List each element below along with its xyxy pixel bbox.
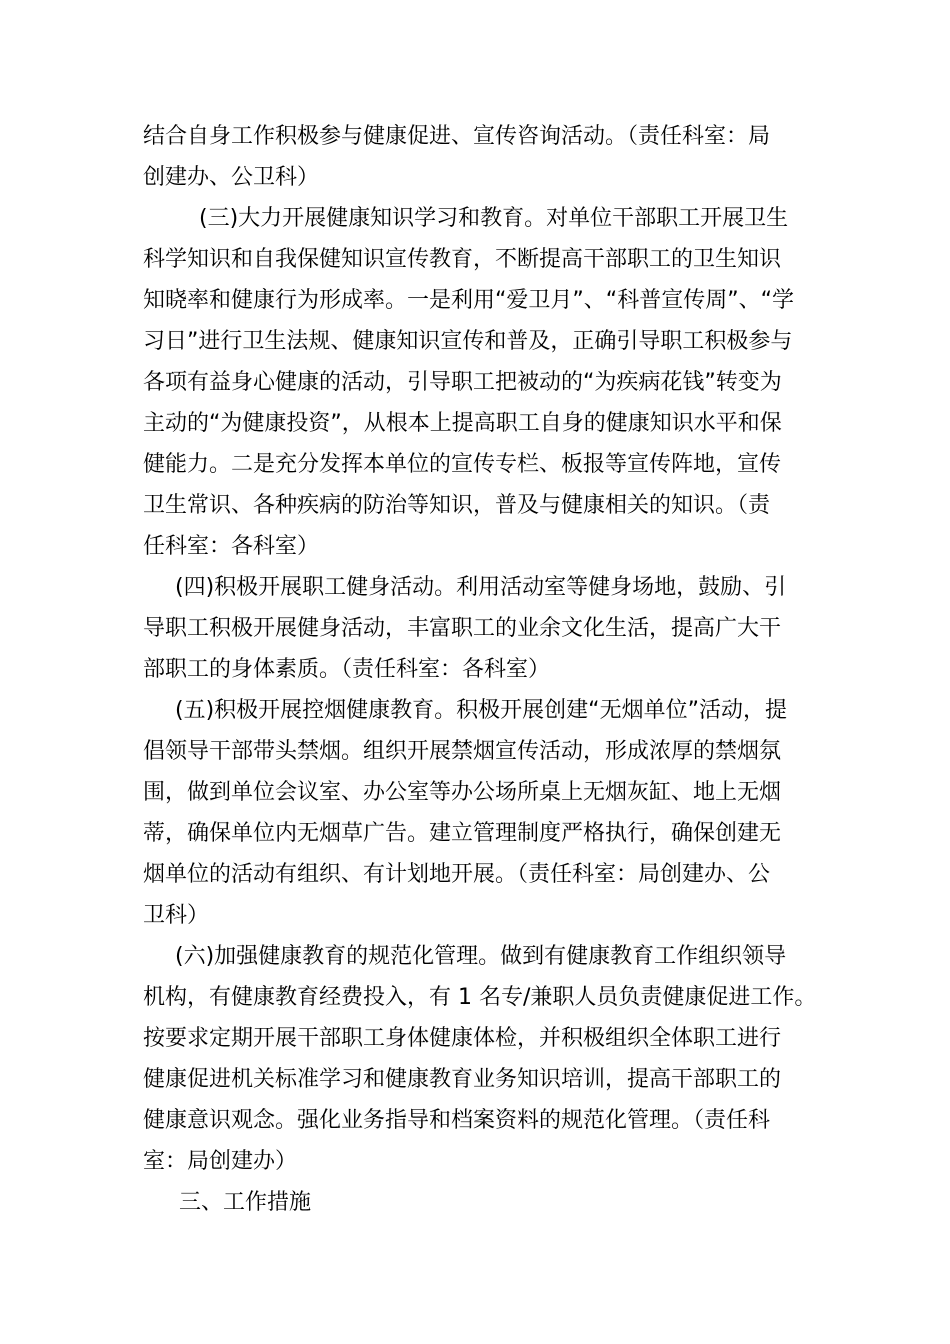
text-line: 健康促进机关标准学习和健康教育业务知识培训，提高干部职工的 [143,1067,782,1092]
text-line: 知晓率和健康行为形成率。一是利用“爱卫月”、“科普宣传周”、“学 [143,288,794,313]
text-line: 创建办、公卫科） [143,165,320,190]
text-line: 倡领导干部带头禁烟。组织开展禁烟宣传活动，形成浓厚的禁烟氛 [143,739,782,764]
text-line: 主动的“为健康投资”，从根本上提高职工自身的健康知识水平和保 [143,411,782,436]
text-line: 健能力。二是充分发挥本单位的宣传专栏、板报等宣传阵地，宣传 [143,452,782,477]
section-6-heading-line: (六)加强健康教育的规范化管理。做到有健康教育工作组织领导 [175,944,787,969]
text-line: 卫科） [143,903,210,928]
text-line: 围，做到单位会议室、办公室等办公场所桌上无烟灰缸、地上无烟 [143,780,782,805]
text-line: 各项有益身心健康的活动，引导职工把被动的“为疾病花钱”转变为 [143,370,782,395]
text-line: 蒂，确保单位内无烟草广告。建立管理制度严格执行，确保创建无 [143,821,782,846]
section-4-heading-line: (四)积极开展职工健身活动。利用活动室等健身场地，鼓励、引 [175,575,787,600]
section-3-heading-line: (三)大力开展健康知识学习和教育。对单位干部职工开展卫生 [199,206,789,231]
text-line: 习日”进行卫生法规、健康知识宣传和普及，正确引导职工积极参与 [143,329,793,354]
text-line: 导职工积极开展健身活动，丰富职工的业余文化生活，提高广大干 [143,616,782,641]
text-line: 按要求定期开展干部职工身体健康体检，并积极组织全体职工进行 [143,1026,782,1051]
text-line: 科学知识和自我保健知识宣传教育，不断提高干部职工的卫生知识 [143,247,782,272]
section-heading-measures: 三、工作措施 [179,1190,312,1215]
text-line: 烟单位的活动有组织、有计划地开展。（责任科室：局创建办、公 [143,862,771,887]
text-line: 机构，有健康教育经费投入，有 1 名专/兼职人员负责健康促进工作。 [143,985,817,1010]
text-line: 室：局创建办） [143,1149,298,1174]
text-line: 任科室：各科室） [143,534,320,559]
document-body [143,116,817,1223]
text-line: 部职工的身体素质。（责任科室：各科室） [143,657,551,682]
text-line: 卫生常识、各种疾病的防治等知识，普及与健康相关的知识。（责 [143,493,771,518]
text-line: 健康意识观念。强化业务指导和档案资料的规范化管理。（责任科 [143,1108,771,1133]
section-5-heading-line: (五)积极开展控烟健康教育。积极开展创建“无烟单位”活动，提 [175,698,787,723]
text-line: 结合自身工作积极参与健康促进、宣传咨询活动。（责任科室：局 [143,124,771,149]
